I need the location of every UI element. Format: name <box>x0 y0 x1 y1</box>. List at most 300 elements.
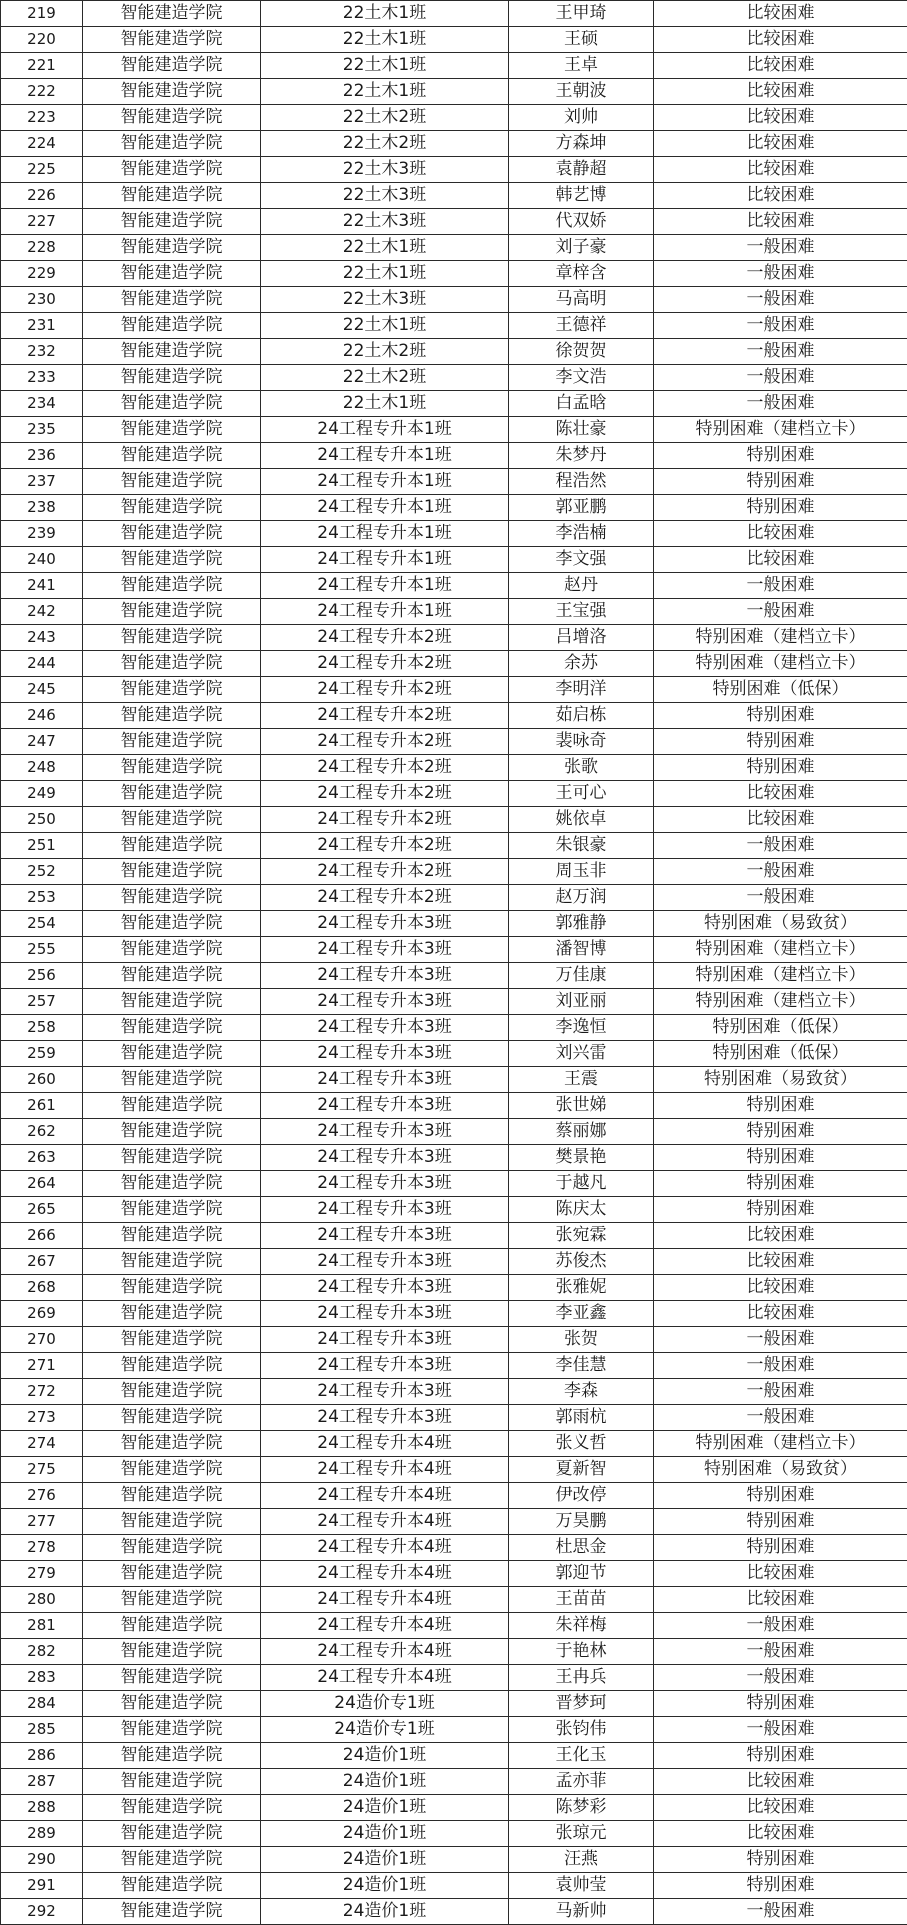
student-name-cell: 张歌 <box>509 755 654 781</box>
table-row <box>1 1717 907 1743</box>
college-cell: 智能建造学院 <box>83 677 261 703</box>
difficulty-level-cell: 比较困难 <box>654 547 907 573</box>
class-cell: 24工程专升本2班 <box>261 651 509 677</box>
class-cell: 22土木2班 <box>261 105 509 131</box>
table-row <box>1 1639 907 1665</box>
row-number-cell: 226 <box>1 183 83 209</box>
table-row <box>1 1093 907 1119</box>
row-number-cell: 247 <box>1 729 83 755</box>
row-number-cell: 288 <box>1 1795 83 1821</box>
table-row <box>1 885 907 911</box>
college-cell: 智能建造学院 <box>83 1067 261 1093</box>
difficulty-level-cell: 特别困难 <box>654 1093 907 1119</box>
difficulty-level-cell: 特别困难 <box>654 1483 907 1509</box>
row-number-cell: 280 <box>1 1587 83 1613</box>
student-name-cell: 于越凡 <box>509 1171 654 1197</box>
class-cell: 24工程专升本2班 <box>261 755 509 781</box>
row-number-cell: 283 <box>1 1665 83 1691</box>
class-cell: 24工程专升本2班 <box>261 781 509 807</box>
row-number-cell: 264 <box>1 1171 83 1197</box>
table-row <box>1 1015 907 1041</box>
college-cell: 智能建造学院 <box>83 1821 261 1847</box>
table-row <box>1 1119 907 1145</box>
college-cell: 智能建造学院 <box>83 365 261 391</box>
class-cell: 24工程专升本4班 <box>261 1483 509 1509</box>
college-cell: 智能建造学院 <box>83 573 261 599</box>
college-cell: 智能建造学院 <box>83 729 261 755</box>
table-row <box>1 1145 907 1171</box>
table-row <box>1 1691 907 1717</box>
difficulty-level-cell: 特别困难 <box>654 1535 907 1561</box>
college-cell: 智能建造学院 <box>83 625 261 651</box>
table-row <box>1 1483 907 1509</box>
row-number-cell: 278 <box>1 1535 83 1561</box>
college-cell: 智能建造学院 <box>83 937 261 963</box>
class-cell: 24工程专升本3班 <box>261 1405 509 1431</box>
class-cell: 24工程专升本4班 <box>261 1639 509 1665</box>
table-row <box>1 105 907 131</box>
class-cell: 24工程专升本2班 <box>261 807 509 833</box>
student-name-cell: 李森 <box>509 1379 654 1405</box>
student-name-cell: 袁帅莹 <box>509 1873 654 1899</box>
row-number-cell: 221 <box>1 53 83 79</box>
row-number-cell: 252 <box>1 859 83 885</box>
student-name-cell: 王卓 <box>509 53 654 79</box>
class-cell: 22土木1班 <box>261 27 509 53</box>
class-cell: 24工程专升本2班 <box>261 833 509 859</box>
difficulty-level-cell: 一般困难 <box>654 287 907 313</box>
student-name-cell: 王可心 <box>509 781 654 807</box>
class-cell: 24工程专升本3班 <box>261 1093 509 1119</box>
college-cell: 智能建造学院 <box>83 1353 261 1379</box>
table-row <box>1 79 907 105</box>
college-cell: 智能建造学院 <box>83 53 261 79</box>
class-cell: 24工程专升本1班 <box>261 599 509 625</box>
table-row <box>1 1275 907 1301</box>
row-number-cell: 270 <box>1 1327 83 1353</box>
table-row <box>1 157 907 183</box>
college-cell: 智能建造学院 <box>83 1561 261 1587</box>
student-name-cell: 王宝强 <box>509 599 654 625</box>
difficulty-level-cell: 一般困难 <box>654 573 907 599</box>
college-cell: 智能建造学院 <box>83 963 261 989</box>
class-cell: 24工程专升本4班 <box>261 1587 509 1613</box>
table-row <box>1 677 907 703</box>
difficulty-level-cell: 特别困难 <box>654 1509 907 1535</box>
table-row <box>1 365 907 391</box>
class-cell: 24工程专升本3班 <box>261 1197 509 1223</box>
table-row <box>1 1613 907 1639</box>
difficulty-level-cell: 特别困难（易致贫） <box>654 1457 907 1483</box>
college-cell: 智能建造学院 <box>83 1223 261 1249</box>
row-number-cell: 223 <box>1 105 83 131</box>
table-row <box>1 1223 907 1249</box>
row-number-cell: 276 <box>1 1483 83 1509</box>
difficulty-level-cell: 比较困难 <box>654 781 907 807</box>
table-row <box>1 1561 907 1587</box>
row-number-cell: 240 <box>1 547 83 573</box>
college-cell: 智能建造学院 <box>83 443 261 469</box>
student-name-cell: 孟亦菲 <box>509 1769 654 1795</box>
class-cell: 24工程专升本3班 <box>261 1119 509 1145</box>
student-name-cell: 郭雨杭 <box>509 1405 654 1431</box>
college-cell: 智能建造学院 <box>83 521 261 547</box>
table-body <box>1 1 907 1925</box>
table-row <box>1 1301 907 1327</box>
difficulty-level-cell: 一般困难 <box>654 885 907 911</box>
class-cell: 24工程专升本4班 <box>261 1457 509 1483</box>
table-row <box>1 859 907 885</box>
student-name-cell: 王震 <box>509 1067 654 1093</box>
student-name-cell: 王冉兵 <box>509 1665 654 1691</box>
student-name-cell: 张宛霖 <box>509 1223 654 1249</box>
table-row <box>1 547 907 573</box>
student-name-cell: 伊改停 <box>509 1483 654 1509</box>
table-row <box>1 989 907 1015</box>
row-number-cell: 279 <box>1 1561 83 1587</box>
class-cell: 22土木3班 <box>261 157 509 183</box>
row-number-cell: 244 <box>1 651 83 677</box>
row-number-cell: 242 <box>1 599 83 625</box>
class-cell: 24工程专升本1班 <box>261 547 509 573</box>
student-name-cell: 马高明 <box>509 287 654 313</box>
difficulty-level-cell: 一般困难 <box>654 235 907 261</box>
table-row <box>1 313 907 339</box>
class-cell: 24工程专升本4班 <box>261 1509 509 1535</box>
student-name-cell: 郭亚鹏 <box>509 495 654 521</box>
student-name-cell: 于艳林 <box>509 1639 654 1665</box>
difficulty-level-cell: 特别困难（易致贫） <box>654 1067 907 1093</box>
difficulty-level-cell: 一般困难 <box>654 313 907 339</box>
table-row <box>1 1379 907 1405</box>
college-cell: 智能建造学院 <box>83 859 261 885</box>
college-cell: 智能建造学院 <box>83 391 261 417</box>
row-number-cell: 258 <box>1 1015 83 1041</box>
table-row <box>1 1249 907 1275</box>
class-cell: 24造价1班 <box>261 1769 509 1795</box>
class-cell: 22土木1班 <box>261 391 509 417</box>
college-cell: 智能建造学院 <box>83 1431 261 1457</box>
college-cell: 智能建造学院 <box>83 989 261 1015</box>
difficulty-level-cell: 比较困难 <box>654 157 907 183</box>
table-row <box>1 339 907 365</box>
class-cell: 24工程专升本1班 <box>261 417 509 443</box>
class-cell: 22土木1班 <box>261 261 509 287</box>
college-cell: 智能建造学院 <box>83 1613 261 1639</box>
table-row <box>1 833 907 859</box>
class-cell: 24工程专升本3班 <box>261 1171 509 1197</box>
college-cell: 智能建造学院 <box>83 911 261 937</box>
table-row <box>1 1795 907 1821</box>
table-row <box>1 131 907 157</box>
difficulty-level-cell: 比较困难 <box>654 1587 907 1613</box>
student-name-cell: 李文浩 <box>509 365 654 391</box>
college-cell: 智能建造学院 <box>83 287 261 313</box>
row-number-cell: 277 <box>1 1509 83 1535</box>
student-name-cell: 汪燕 <box>509 1847 654 1873</box>
student-name-cell: 章梓含 <box>509 261 654 287</box>
student-name-cell: 王化玉 <box>509 1743 654 1769</box>
row-number-cell: 246 <box>1 703 83 729</box>
difficulty-level-cell: 一般困难 <box>654 599 907 625</box>
class-cell: 22土木3班 <box>261 209 509 235</box>
student-name-cell: 潘智博 <box>509 937 654 963</box>
row-number-cell: 253 <box>1 885 83 911</box>
table-row <box>1 1405 907 1431</box>
row-number-cell: 275 <box>1 1457 83 1483</box>
student-name-cell: 郭雅静 <box>509 911 654 937</box>
difficulty-level-cell: 特别困难（建档立卡） <box>654 651 907 677</box>
table-row <box>1 651 907 677</box>
row-number-cell: 243 <box>1 625 83 651</box>
row-number-cell: 257 <box>1 989 83 1015</box>
row-number-cell: 269 <box>1 1301 83 1327</box>
college-cell: 智能建造学院 <box>83 1457 261 1483</box>
class-cell: 24工程专升本3班 <box>261 1275 509 1301</box>
difficulty-level-cell: 特别困难（建档立卡） <box>654 937 907 963</box>
class-cell: 24造价1班 <box>261 1847 509 1873</box>
difficulty-level-cell: 比较困难 <box>654 1769 907 1795</box>
difficulty-level-cell: 一般困难 <box>654 1353 907 1379</box>
table-row <box>1 1873 907 1899</box>
difficulty-level-cell: 比较困难 <box>654 209 907 235</box>
row-number-cell: 268 <box>1 1275 83 1301</box>
student-name-cell: 余苏 <box>509 651 654 677</box>
table-row <box>1 1197 907 1223</box>
class-cell: 22土木2班 <box>261 131 509 157</box>
college-cell: 智能建造学院 <box>83 1301 261 1327</box>
difficulty-level-cell: 特别困难 <box>654 1145 907 1171</box>
table-row <box>1 469 907 495</box>
difficulty-level-cell: 一般困难 <box>654 1405 907 1431</box>
student-name-cell: 李佳慧 <box>509 1353 654 1379</box>
class-cell: 24工程专升本4班 <box>261 1431 509 1457</box>
row-number-cell: 262 <box>1 1119 83 1145</box>
row-number-cell: 290 <box>1 1847 83 1873</box>
row-number-cell: 254 <box>1 911 83 937</box>
class-cell: 24工程专升本4班 <box>261 1613 509 1639</box>
table-row <box>1 911 907 937</box>
student-name-cell: 王德祥 <box>509 313 654 339</box>
row-number-cell: 265 <box>1 1197 83 1223</box>
class-cell: 24工程专升本2班 <box>261 703 509 729</box>
college-cell: 智能建造学院 <box>83 833 261 859</box>
college-cell: 智能建造学院 <box>83 1405 261 1431</box>
row-number-cell: 291 <box>1 1873 83 1899</box>
class-cell: 24工程专升本3班 <box>261 1145 509 1171</box>
college-cell: 智能建造学院 <box>83 703 261 729</box>
student-name-cell: 苏俊杰 <box>509 1249 654 1275</box>
class-cell: 24造价1班 <box>261 1795 509 1821</box>
row-number-cell: 287 <box>1 1769 83 1795</box>
student-name-cell: 张贺 <box>509 1327 654 1353</box>
table-row <box>1 1457 907 1483</box>
student-name-cell: 王硕 <box>509 27 654 53</box>
difficulty-level-cell: 特别困难 <box>654 729 907 755</box>
college-cell: 智能建造学院 <box>83 1847 261 1873</box>
college-cell: 智能建造学院 <box>83 1509 261 1535</box>
table-row <box>1 443 907 469</box>
table-row <box>1 1769 907 1795</box>
college-cell: 智能建造学院 <box>83 1743 261 1769</box>
class-cell: 24工程专升本1班 <box>261 495 509 521</box>
student-name-cell: 韩艺博 <box>509 183 654 209</box>
table-row <box>1 53 907 79</box>
difficulty-level-cell: 一般困难 <box>654 833 907 859</box>
class-cell: 24工程专升本3班 <box>261 1041 509 1067</box>
row-number-cell: 260 <box>1 1067 83 1093</box>
difficulty-level-cell: 比较困难 <box>654 1275 907 1301</box>
table-row <box>1 1743 907 1769</box>
class-cell: 24工程专升本3班 <box>261 1249 509 1275</box>
student-name-cell: 朱梦丹 <box>509 443 654 469</box>
class-cell: 22土木2班 <box>261 339 509 365</box>
row-number-cell: 273 <box>1 1405 83 1431</box>
class-cell: 24工程专升本3班 <box>261 937 509 963</box>
row-number-cell: 233 <box>1 365 83 391</box>
difficulty-level-cell: 特别困难 <box>654 1197 907 1223</box>
class-cell: 24造价1班 <box>261 1873 509 1899</box>
difficulty-level-cell: 特别困难 <box>654 1691 907 1717</box>
table-row <box>1 27 907 53</box>
student-name-cell: 刘亚丽 <box>509 989 654 1015</box>
difficulty-level-cell: 比较困难 <box>654 1821 907 1847</box>
difficulty-level-cell: 一般困难 <box>654 365 907 391</box>
student-name-cell: 王苗苗 <box>509 1587 654 1613</box>
difficulty-level-cell: 特别困难 <box>654 1743 907 1769</box>
college-cell: 智能建造学院 <box>83 469 261 495</box>
difficulty-level-cell: 一般困难 <box>654 391 907 417</box>
college-cell: 智能建造学院 <box>83 1899 261 1925</box>
student-name-cell: 刘子豪 <box>509 235 654 261</box>
difficulty-level-cell: 比较困难 <box>654 105 907 131</box>
row-number-cell: 235 <box>1 417 83 443</box>
class-cell: 24工程专升本3班 <box>261 1067 509 1093</box>
row-number-cell: 227 <box>1 209 83 235</box>
difficulty-level-cell: 比较困难 <box>654 521 907 547</box>
difficulty-level-cell: 比较困难 <box>654 131 907 157</box>
student-name-cell: 徐贺贺 <box>509 339 654 365</box>
student-name-cell: 茹启栋 <box>509 703 654 729</box>
row-number-cell: 232 <box>1 339 83 365</box>
difficulty-level-cell: 特别困难 <box>654 1847 907 1873</box>
table-row <box>1 417 907 443</box>
student-name-cell: 陈壮豪 <box>509 417 654 443</box>
college-cell: 智能建造学院 <box>83 1717 261 1743</box>
class-cell: 24工程专升本2班 <box>261 677 509 703</box>
class-cell: 22土木3班 <box>261 287 509 313</box>
table-row <box>1 261 907 287</box>
student-name-cell: 郭迎节 <box>509 1561 654 1587</box>
difficulty-level-cell: 特别困难（低保） <box>654 677 907 703</box>
row-number-cell: 285 <box>1 1717 83 1743</box>
class-cell: 24造价专1班 <box>261 1717 509 1743</box>
student-name-cell: 李亚鑫 <box>509 1301 654 1327</box>
college-cell: 智能建造学院 <box>83 131 261 157</box>
student-name-cell: 裴咏奇 <box>509 729 654 755</box>
difficulty-level-cell: 一般困难 <box>654 1613 907 1639</box>
student-name-cell: 陈庆太 <box>509 1197 654 1223</box>
college-cell: 智能建造学院 <box>83 1015 261 1041</box>
college-cell: 智能建造学院 <box>83 1249 261 1275</box>
student-name-cell: 姚依卓 <box>509 807 654 833</box>
student-name-cell: 王朝波 <box>509 79 654 105</box>
student-name-cell: 赵丹 <box>509 573 654 599</box>
class-cell: 22土木1班 <box>261 313 509 339</box>
student-name-cell: 白孟晗 <box>509 391 654 417</box>
table-row <box>1 1665 907 1691</box>
student-name-cell: 万昊鹏 <box>509 1509 654 1535</box>
class-cell: 24工程专升本4班 <box>261 1561 509 1587</box>
difficulty-level-cell: 特别困难（易致贫） <box>654 911 907 937</box>
difficulty-level-cell: 特别困难 <box>654 1873 907 1899</box>
row-number-cell: 238 <box>1 495 83 521</box>
class-cell: 24工程专升本3班 <box>261 989 509 1015</box>
college-cell: 智能建造学院 <box>83 1873 261 1899</box>
college-cell: 智能建造学院 <box>83 209 261 235</box>
class-cell: 24工程专升本3班 <box>261 1327 509 1353</box>
table-row <box>1 729 907 755</box>
class-cell: 24工程专升本1班 <box>261 573 509 599</box>
college-cell: 智能建造学院 <box>83 27 261 53</box>
student-name-cell: 袁静超 <box>509 157 654 183</box>
college-cell: 智能建造学院 <box>83 105 261 131</box>
row-number-cell: 259 <box>1 1041 83 1067</box>
difficulty-level-cell: 特别困难（建档立卡） <box>654 417 907 443</box>
college-cell: 智能建造学院 <box>83 313 261 339</box>
difficulty-level-cell: 比较困难 <box>654 1223 907 1249</box>
row-number-cell: 236 <box>1 443 83 469</box>
row-number-cell: 222 <box>1 79 83 105</box>
table-row <box>1 755 907 781</box>
college-cell: 智能建造学院 <box>83 79 261 105</box>
table-row <box>1 1353 907 1379</box>
class-cell: 24工程专升本3班 <box>261 911 509 937</box>
class-cell: 24造价1班 <box>261 1743 509 1769</box>
student-name-cell: 朱祥梅 <box>509 1613 654 1639</box>
difficulty-level-cell: 比较困难 <box>654 183 907 209</box>
difficulty-level-cell: 特别困难（低保） <box>654 1015 907 1041</box>
row-number-cell: 281 <box>1 1613 83 1639</box>
row-number-cell: 284 <box>1 1691 83 1717</box>
row-number-cell: 250 <box>1 807 83 833</box>
class-cell: 22土木2班 <box>261 365 509 391</box>
class-cell: 24工程专升本1班 <box>261 521 509 547</box>
row-number-cell: 248 <box>1 755 83 781</box>
row-number-cell: 292 <box>1 1899 83 1925</box>
table-row <box>1 937 907 963</box>
college-cell: 智能建造学院 <box>83 599 261 625</box>
row-number-cell: 261 <box>1 1093 83 1119</box>
college-cell: 智能建造学院 <box>83 1145 261 1171</box>
student-name-cell: 晋梦珂 <box>509 1691 654 1717</box>
college-cell: 智能建造学院 <box>83 235 261 261</box>
student-name-cell: 蔡丽娜 <box>509 1119 654 1145</box>
row-number-cell: 272 <box>1 1379 83 1405</box>
student-name-cell: 杜思金 <box>509 1535 654 1561</box>
class-cell: 24工程专升本1班 <box>261 469 509 495</box>
class-cell: 24工程专升本4班 <box>261 1665 509 1691</box>
college-cell: 智能建造学院 <box>83 339 261 365</box>
table-row <box>1 287 907 313</box>
table-row <box>1 1067 907 1093</box>
college-cell: 智能建造学院 <box>83 1171 261 1197</box>
row-number-cell: 263 <box>1 1145 83 1171</box>
college-cell: 智能建造学院 <box>83 755 261 781</box>
student-name-cell: 方森坤 <box>509 131 654 157</box>
difficulty-level-cell: 一般困难 <box>654 1665 907 1691</box>
row-number-cell: 274 <box>1 1431 83 1457</box>
